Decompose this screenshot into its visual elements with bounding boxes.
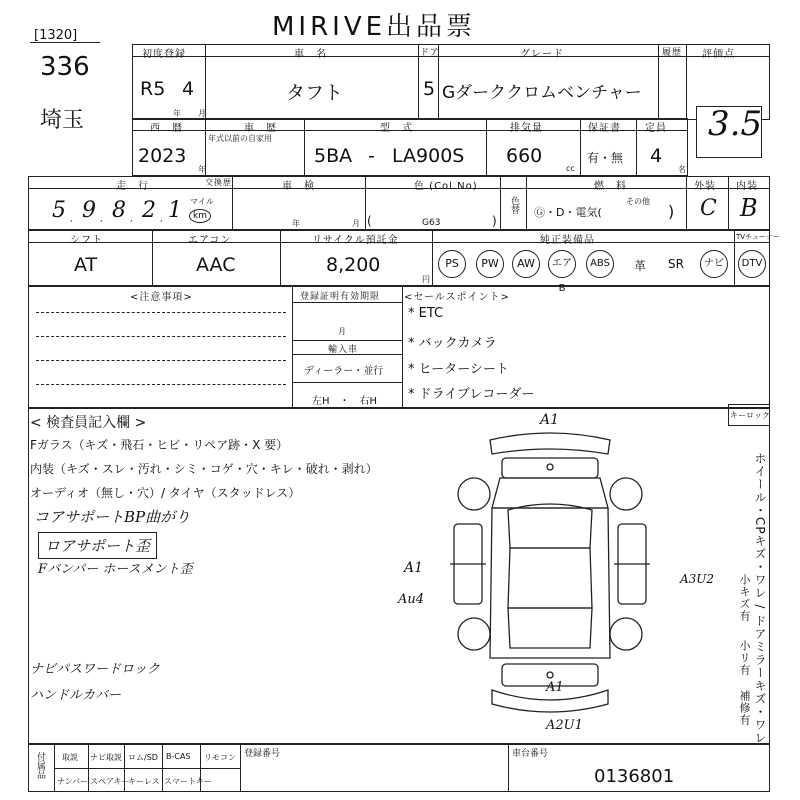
inspector-label: < 検査員記入欄 >: [30, 415, 147, 431]
acc-bottom-2: スペアキー: [90, 777, 130, 786]
equip-aw: AW: [512, 250, 540, 278]
insp-month-unit: 月: [352, 219, 360, 228]
lot-tag: [1320]: [34, 28, 78, 43]
model-label: 型 式: [380, 123, 413, 134]
acc-top-1: 取説: [62, 753, 78, 762]
warranty-label: 保証書: [588, 123, 621, 134]
equip-abs: ABS: [586, 250, 614, 278]
insp-year-unit: 年: [292, 219, 300, 228]
acc-top-3: ロム/SD: [128, 753, 158, 762]
color-code: G63: [422, 218, 441, 228]
mileage-digit: 1: [168, 198, 182, 223]
import-label: 輸入車: [328, 345, 359, 355]
recycle: 8,200: [326, 254, 381, 276]
cert-label: 登録証明有効期限: [300, 292, 381, 302]
score: 3.5: [708, 104, 763, 144]
handwritten-note-2: ロアサポート歪: [38, 532, 157, 559]
fuel-other: その他: [626, 197, 650, 206]
equip-dtv: DTV: [738, 250, 766, 278]
accessory-label: 付属品: [35, 752, 45, 779]
sales-point-1: * ETC: [408, 306, 444, 321]
interior: B: [740, 194, 758, 222]
acc-top-2: ナビ取説: [90, 753, 122, 762]
damage-a3u2: A3U2: [680, 572, 715, 586]
year-unit: 年: [173, 109, 181, 118]
sales-point-3: * ヒーターシート: [408, 362, 509, 377]
cc: 660: [506, 145, 543, 167]
handwritten-note-5: ハンドルカバー: [30, 688, 122, 703]
model-prefix: 5BA: [314, 145, 353, 167]
key-lock-label: キーロック: [730, 411, 770, 420]
color-label: 色 (Col.No): [414, 181, 478, 192]
interior-label: 内装: [736, 181, 758, 192]
points-label: <セールスポイント>: [404, 292, 510, 303]
mileage-unit-top: マイル: [190, 197, 214, 206]
sales-point-text: ドライブレコーダー: [418, 387, 535, 402]
door-label: ドア: [420, 48, 440, 58]
notes-label: <注意事項>: [130, 292, 193, 303]
damage-a2u1: A2U1: [546, 718, 583, 733]
car-name: タフト: [286, 82, 344, 104]
acc-bottom-4: スマートキー: [164, 777, 212, 786]
wheel-small-note: 小キズ有: [738, 574, 751, 622]
damage-au4: Au4: [398, 592, 425, 607]
equip-leather: 革: [634, 259, 647, 273]
sales-point-text: ETC: [418, 306, 444, 321]
mileage-digit: 2: [142, 198, 156, 223]
wheel-small-note-2: 小リ有: [738, 640, 751, 676]
reg-label: 初度登録: [142, 49, 186, 60]
wheel-note: ホイール・CPキズ・ワレ / ドアミラーキズ・ワレ: [753, 452, 767, 745]
color-change-label: 色替: [509, 196, 519, 214]
handle-option: 左H ・ 右H: [312, 396, 378, 407]
chassis-number: 0136801: [594, 766, 675, 787]
acc-top-5: リモコン: [204, 753, 236, 762]
equip-label: 純正装備品: [540, 235, 595, 246]
exterior-label: 外装: [694, 181, 716, 192]
cc-label: 排気量: [510, 123, 543, 134]
capacity-label: 定員: [645, 123, 667, 134]
prefecture: 埼玉: [40, 108, 85, 133]
year: 2023: [138, 145, 187, 167]
handwritten-note-4: ナビパスワードロック: [30, 662, 160, 677]
hist-label: 履歴: [662, 48, 683, 58]
acc-bottom-1: ナンバー: [57, 777, 89, 786]
history-label: 車 歴: [244, 123, 277, 134]
lot-number: 336: [40, 52, 90, 82]
mileage-digit: 5: [52, 198, 66, 223]
interior-line: 内装（キズ・スレ・汚れ・シミ・コゲ・穴・キレ・破れ・剥れ）: [30, 462, 378, 476]
mileage-digit: 9: [82, 198, 96, 223]
capacity: 4: [650, 145, 663, 167]
glass-line: Fガラス（キズ・飛石・ヒビ・リペア跡・X 要）: [30, 438, 289, 452]
equip-navi: ナビ: [700, 250, 728, 278]
shift-label: シフト: [70, 235, 103, 246]
yen-unit: 円: [422, 275, 430, 284]
exterior: C: [700, 196, 717, 221]
row4: [28, 230, 770, 286]
score-label: 評価点: [702, 49, 735, 60]
audio-line: オーディオ（無し・穴）/ タイヤ（スタッドレス）: [30, 486, 301, 500]
sales-point-2: * バックカメラ: [408, 336, 497, 351]
reg-month: 4: [182, 78, 195, 100]
mileage-unit: km: [189, 209, 211, 223]
sales-point-text: バックカメラ: [418, 336, 497, 351]
row5: [28, 286, 770, 408]
history-note: 年式以前の自家用: [208, 134, 272, 143]
warranty: 有・無: [587, 151, 624, 165]
month-unit: 月: [198, 109, 206, 118]
fuel-close: ): [668, 202, 675, 221]
model-dash: -: [368, 145, 375, 167]
meter-label: 交換歴: [205, 178, 232, 187]
equip-sr: SR: [668, 257, 684, 271]
recycle-label: リサイクル預託金: [312, 235, 399, 246]
fuel-label: 燃 料: [594, 181, 627, 192]
chassis-label: 車台番号: [512, 749, 549, 759]
handwritten-note-3: Fバンパー ホースメント歪: [38, 562, 193, 577]
fuel-options: Ⓖ・D・電気(: [534, 206, 602, 219]
dealer-option: ディーラー・並行: [304, 366, 384, 377]
repair-note: 補修有: [738, 690, 751, 726]
year-unit-2: 年: [198, 165, 206, 174]
doors: 5: [423, 78, 436, 100]
model-code: LA900S: [392, 145, 465, 167]
equip-ps: PS: [438, 250, 466, 278]
handwritten-note-1: コアサポートBP曲がり: [34, 508, 191, 526]
mileage-digit: 8: [112, 198, 126, 223]
ac: AAC: [196, 254, 236, 276]
inspection-label: 車 検: [282, 181, 315, 192]
acc-top-4: B-CAS: [166, 752, 191, 761]
cc-unit: cc: [566, 164, 575, 173]
reg-era: R5: [140, 78, 166, 100]
reg-no-label: 登録番号: [244, 749, 281, 759]
tuner-label: TVチューナー: [736, 233, 780, 241]
name-label: 車 名: [294, 49, 327, 60]
capacity-unit: 名: [678, 165, 686, 174]
acc-bottom-3: キーレス: [128, 777, 160, 786]
damage-a1-left: A1: [404, 560, 424, 576]
grade: Gダーククロムベンチャー: [442, 83, 642, 103]
form-title: MIRIVE出品票: [272, 12, 477, 42]
damage-a1-bottom: A1: [546, 680, 564, 695]
sales-point-text: ヒーターシート: [418, 362, 509, 377]
year-label: 西 暦: [150, 123, 183, 134]
sales-point-4: * ドライブレコーダー: [408, 387, 535, 402]
equip-pw: PW: [476, 250, 504, 278]
cert-month-unit: 月: [338, 327, 346, 336]
mileage-label: 走 行: [116, 181, 149, 192]
equip-airbag: エアB: [548, 250, 576, 278]
grade-label: グレード: [520, 49, 564, 60]
ac-label: エアコン: [188, 235, 232, 246]
shift: AT: [74, 254, 98, 276]
damage-a1-top: A1: [540, 412, 560, 428]
